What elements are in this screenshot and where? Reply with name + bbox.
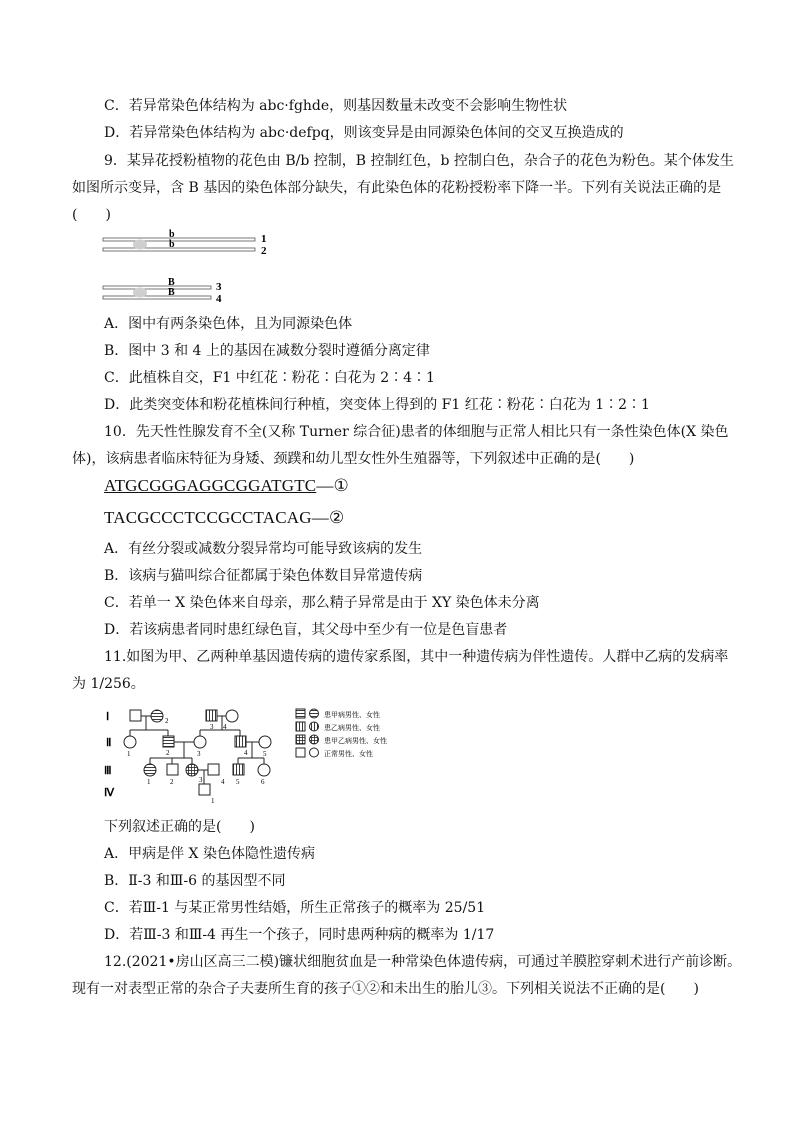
gene-b-lower: b [169,239,175,250]
individual-III2 [167,764,178,775]
individual-III5 [233,764,244,775]
individual-III4 [208,764,219,775]
label-III6: 6 [261,778,265,786]
label-II4: 4 [244,749,248,757]
q10-stem-line1: 10．先天性性腺发育不全(又称 Turner 综合征)患者的体细胞与正常人相比只有一条性染色体(X 染色 [104,424,729,440]
label-II1: 1 [127,750,131,758]
individual-III1 [144,764,156,776]
label-II3: 3 [197,750,201,758]
q11-stem-line1: 11.如图为甲、乙两种单基因遗传病的遗传家系图，其中一种遗传病为伴性遗传。人群中乙病的发病率 [104,649,729,665]
individual-I3 [206,710,217,721]
chromosome-label-1: 1 [261,233,267,245]
label-I2: 2 [165,717,169,725]
q11-option-c: C．若Ⅲ-1 与某正常男性结婚，所生正常孩子的概率为 25/51 [104,900,486,916]
q9-option-b: B．图中 3 和 4 上的基因在减数分裂时遵循分离定律 [104,343,430,359]
q10-stem-line2: 体)，该病患者临床特征为身矮、颈蹼和幼儿型女性外生殖器等，下列叙述中正确的是( ) [72,451,635,467]
q9-option-d: D．此类突变体和粉花植株间行种植，突变体上得到的 F1 红花∶粉花∶白花为 1∶2∶1 [104,397,650,413]
dna-strand-1-mark: —① [316,476,349,495]
pedigree-legend [296,709,387,758]
individual-IV1 [199,784,210,795]
individual-III6 [258,764,270,776]
label-III5: 5 [236,778,240,786]
centromere-2 [133,288,147,298]
individual-I2 [151,710,163,722]
label-I4: 4 [223,723,227,731]
chromosome-figure [95,226,285,306]
individual-I1 [130,710,141,721]
q11-stem-line2: 为 1/256。 [72,676,145,692]
dna-strand-2 [104,508,344,528]
q9-answer-bracket: ( ) [72,207,111,223]
q10-option-b: B．该病与猫叫综合征都属于染色体数目异常遗传病 [104,568,423,584]
individual-II3 [194,736,206,748]
generation-label-3: Ⅲ [104,765,112,777]
individual-II2 [163,736,174,747]
q10-option-a: A．有丝分裂或减数分裂异常均可能导致该病的发生 [104,541,423,557]
gene-B-upper: B [168,277,175,288]
q8-option-c: C．若异常染色体结构为 abc·fghde，则基因数量未改变不会影响生物性状 [104,98,568,114]
individual-III3 [186,764,198,776]
dna-strand-2-mark: —② [311,508,345,527]
q12-stem-line2: 现有一对表型正常的杂合子夫妻所生育的孩子①②和未出生的胎儿③。下列相关说法不正确的是( ) [72,981,699,997]
generation-label-1: Ⅰ [106,711,110,723]
individual-II4 [235,736,246,747]
q10-option-c: C．若单一 X 染色体来自母亲，那么精子异常是由于 XY 染色体未分离 [104,595,540,611]
gene-B-lower: B [168,287,175,298]
q10-option-d: D．若该病患者同时患红绿色盲，其父母中至少有一位是色盲患者 [104,622,508,638]
chromosome-label-2: 2 [261,245,267,257]
q9-stem-line2: 如图所示变异，含 B 基因的染色体部分缺失，有此染色体的花粉授粉率下降一半。下列有关说法正确的是 [72,180,722,196]
label-III4: 4 [221,778,225,786]
individual-II1 [124,736,136,748]
q11-question: 下列叙述正确的是( ) [104,819,255,835]
chromosome-label-3: 3 [216,281,222,293]
label-II5: 5 [263,750,267,758]
q8-option-d: D．若异常染色体结构为 abc·defpq，则该变异是由同源染色体间的交叉互换造成的 [104,125,624,141]
q11-option-a: A．甲病是伴 X 染色体隐性遗传病 [104,846,315,862]
legend-item-2: 患乙病男性、女性 [324,724,380,732]
legend-item-1: 患甲病男性、女性 [324,711,380,719]
q9-stem-line1: 9．某异花授粉植物的花色由 B/b 控制，B 控制红色，b 控制白色，杂合子的花色为粉色。某个体发生 [104,153,734,169]
generation-label-2: Ⅱ [106,737,112,749]
q9-option-a: A．图中有两条染色体，且为同源染色体 [104,316,353,332]
generation-label-4: Ⅳ [104,787,115,799]
centromere-1 [133,240,147,250]
label-II2: 2 [166,749,170,757]
chromosome-label-4: 4 [216,293,222,305]
dna-strand-2-seq: TACGCCCTCCGCCTACAG [104,508,312,527]
label-IV1: 1 [211,797,215,805]
individual-II5 [259,736,271,748]
label-III3: 3 [199,776,203,784]
q11-option-b: B．Ⅱ-3 和Ⅲ-6 的基因型不同 [104,873,286,889]
dna-strand-1-seq: ATGCGGGAGGCGGATGTC [104,476,317,495]
legend-item-3: 患甲乙病男性、女性 [324,737,387,745]
q9-option-c: C．此植株自交，F1 中红花∶粉花∶白花为 2∶4∶1 [104,370,435,386]
legend-item-4: 正常男性、女性 [324,750,373,758]
label-III2: 2 [170,778,174,786]
label-III1: 1 [147,778,151,786]
label-I3: 3 [210,723,214,731]
dna-strand-1 [104,476,349,496]
pedigree-chart [100,700,410,810]
individual-I4 [226,710,238,722]
q12-stem-line1: 12.(2021•房山区高三二模)镰状细胞贫血是一种常染色体遗传病，可通过羊膜腔穿刺术进行产前诊断。 [104,954,742,970]
q11-option-d: D．若Ⅲ-3 和Ⅲ-4 再生一个孩子，同时患两种病的概率为 1/17 [104,927,495,943]
gene-b-upper: b [169,229,175,240]
